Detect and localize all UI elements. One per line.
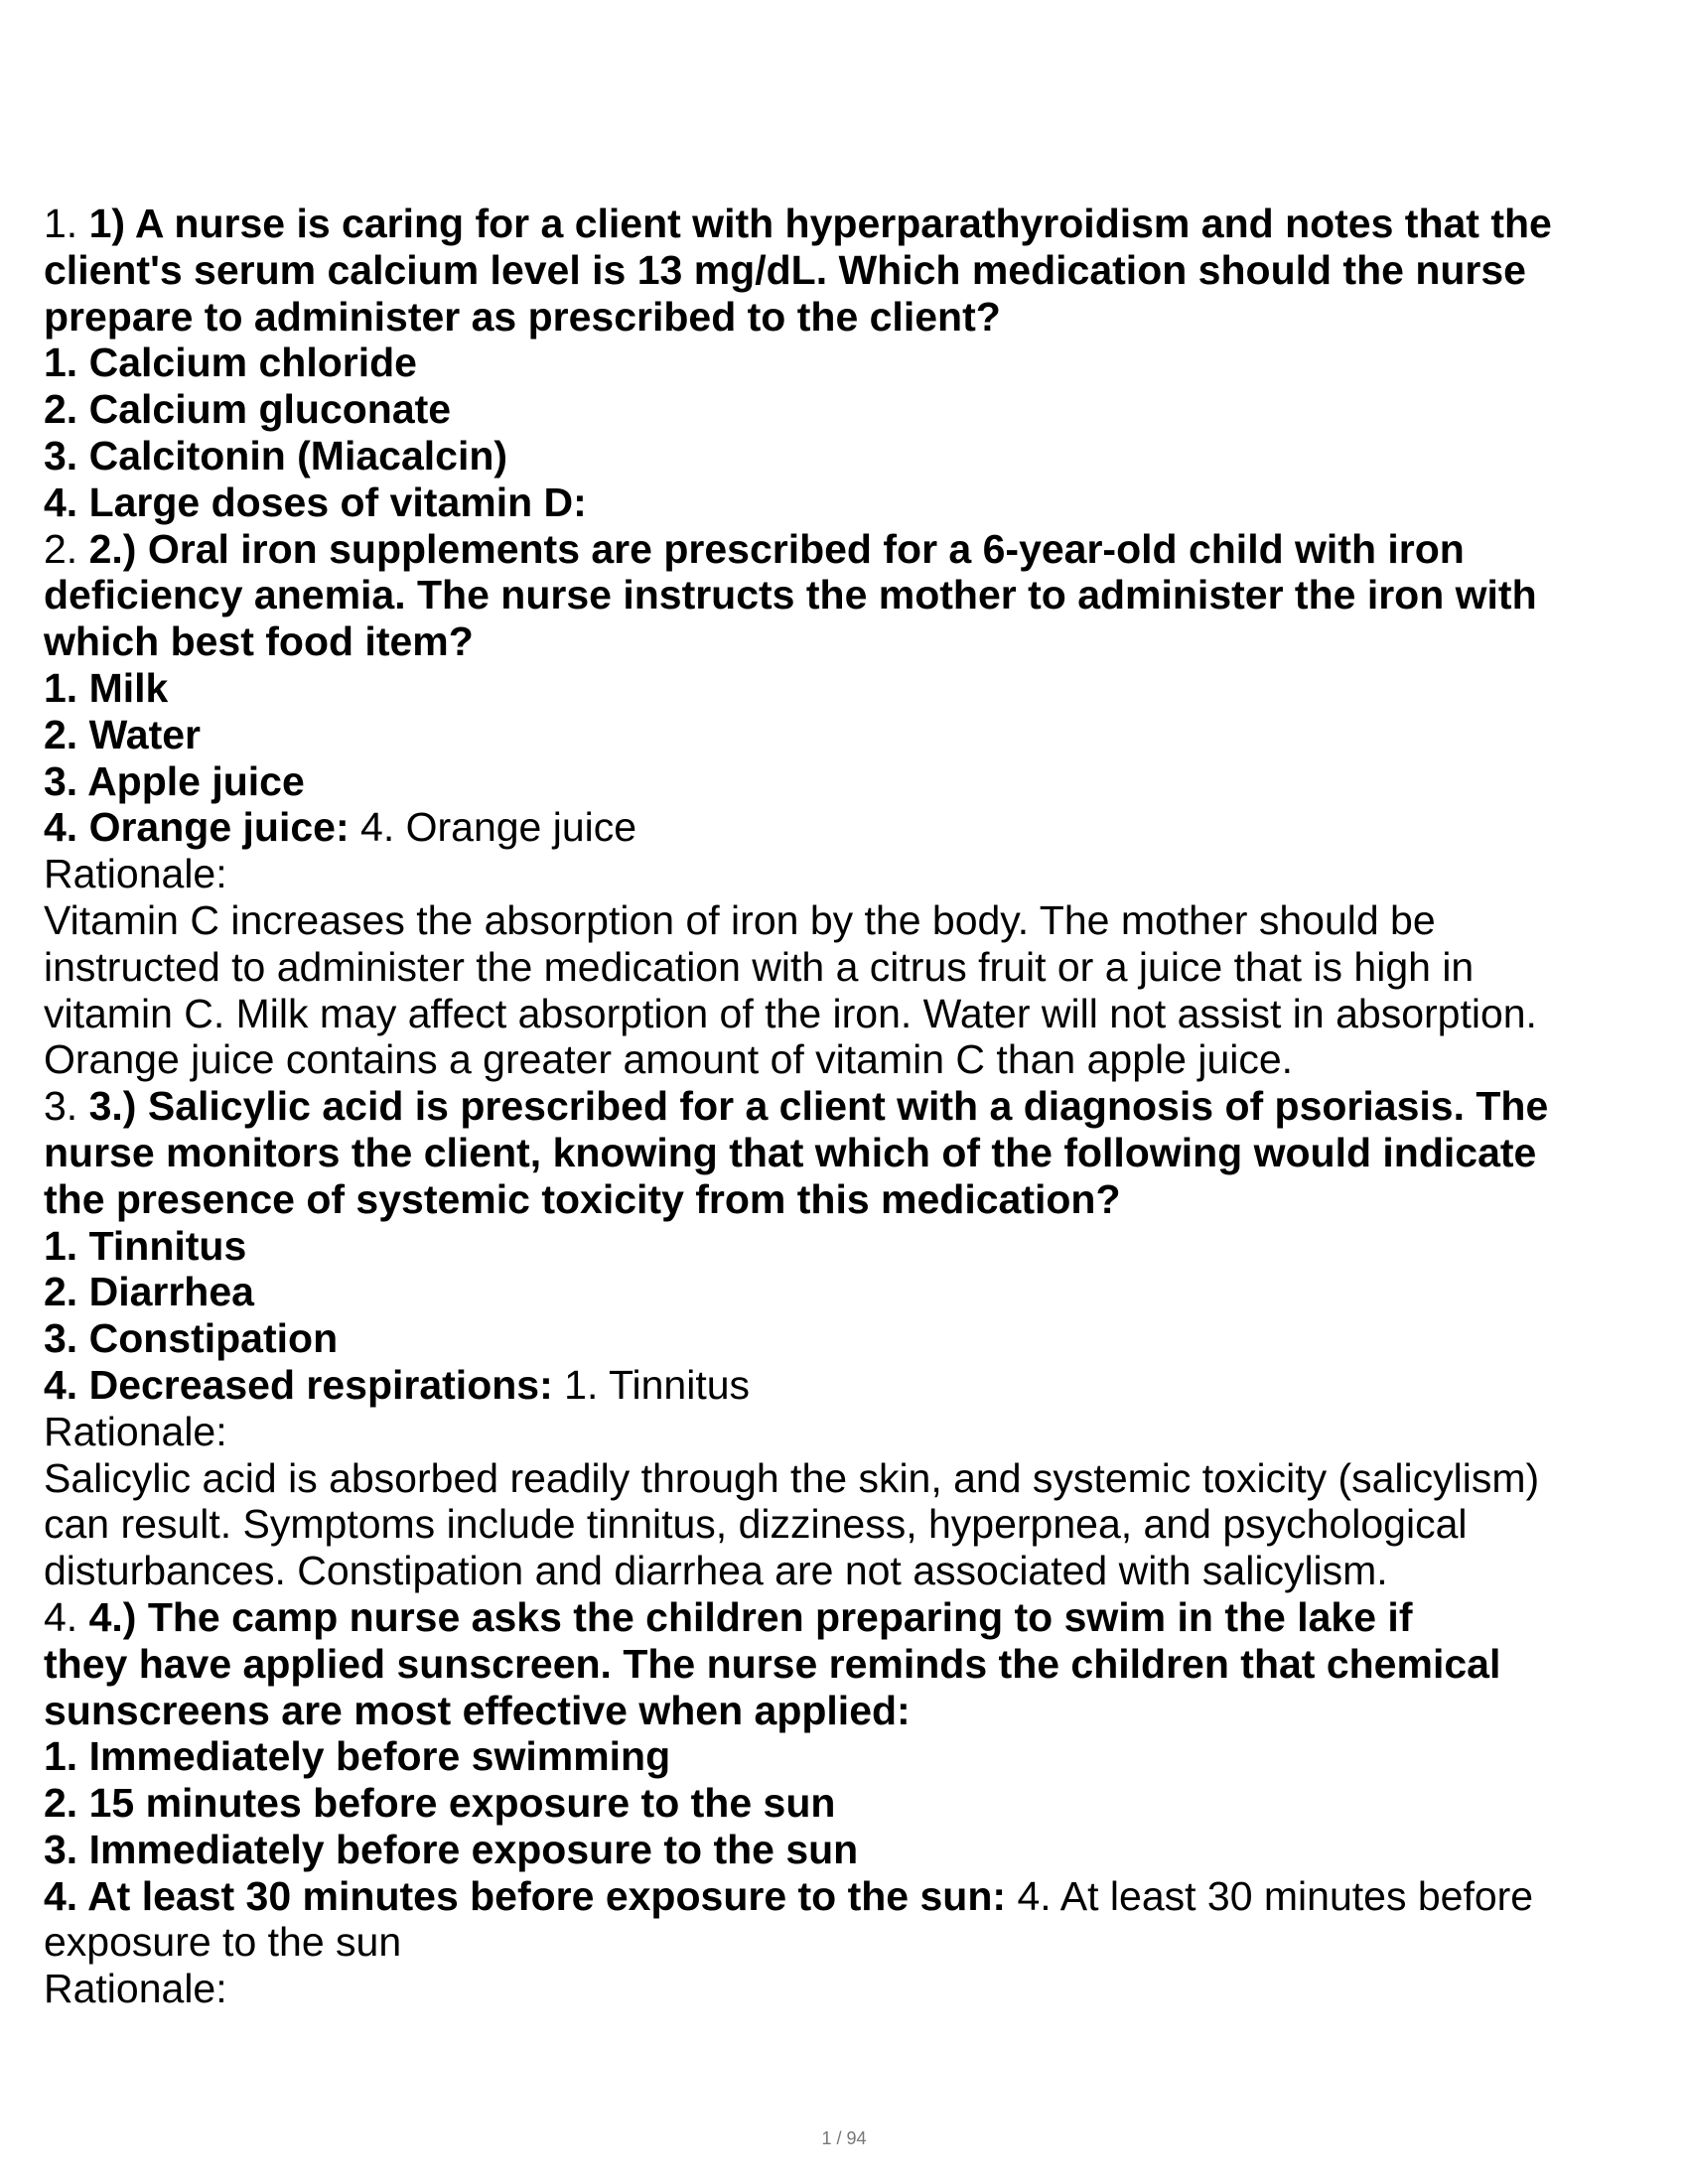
answer-option-with-answer: 4. At least 30 minutes before exposure to the sun: 4. At least 30 minutes before bbox=[44, 1872, 1534, 1919]
correct-answer: 1. Tinnitus bbox=[564, 1361, 751, 1408]
answer-option: 2. Diarrhea bbox=[44, 1269, 254, 1315]
question-3 bbox=[44, 1083, 1652, 1594]
answer-option: 2. 15 minutes before exposure to the sun bbox=[44, 1780, 836, 1827]
page-number: 1 / 94 bbox=[821, 2128, 867, 2148]
question-stem-line: 3. 3.) Salicylic acid is prescribed for a client with a diagnosis of psoriasis. The bbox=[44, 1083, 1549, 1130]
question-stem-line: prepare to administer as prescribed to the client? bbox=[44, 293, 1001, 340]
answer-option: 3. Constipation bbox=[44, 1315, 339, 1362]
rationale-text: disturbances. Constipation and diarrhea are not associated with salicylism. bbox=[44, 1548, 1388, 1594]
correct-answer: 4. Orange juice bbox=[360, 804, 637, 851]
question-stem-line: 2. 2.) Oral iron supplements are prescribed for a 6-year-old child with iron bbox=[44, 525, 1465, 572]
rationale-text: instructed to administer the medication with a citrus fruit or a juice that is high in bbox=[44, 943, 1475, 990]
question-number: 2. bbox=[44, 525, 78, 572]
rationale-text: Orange juice contains a greater amount of vitamin C than apple juice. bbox=[44, 1036, 1294, 1083]
question-4 bbox=[44, 1594, 1652, 2012]
question-number: 4. bbox=[44, 1593, 78, 1640]
question-stem-line: they have applied sunscreen. The nurse reminds the children that chemical bbox=[44, 1640, 1501, 1687]
rationale-text: can result. Symptoms include tinnitus, dizziness, hyperpnea, and psychological bbox=[44, 1501, 1468, 1548]
answer-option: 3. Immediately before exposure to the sun bbox=[44, 1826, 859, 1872]
question-1 bbox=[44, 201, 1652, 526]
question-stem-line: the presence of systemic toxicity from this medication? bbox=[44, 1175, 1121, 1222]
question-2 bbox=[44, 526, 1652, 1084]
question-number: 1. bbox=[44, 201, 78, 246]
rationale-text: vitamin C. Milk may affect absorption of the iron. Water will not assist in absorption. bbox=[44, 990, 1537, 1036]
question-stem-line: client's serum calcium level is 13 mg/dL. Which medication should the nurse bbox=[44, 246, 1526, 293]
answer-option: 2. Calcium gluconate bbox=[44, 386, 452, 433]
answer-option-with-answer: 4. Orange juice: 4. Orange juice bbox=[44, 804, 637, 851]
correct-answer-continued: exposure to the sun bbox=[44, 1919, 402, 1966]
answer-option: 1. Immediately before swimming bbox=[44, 1733, 671, 1780]
rationale-label: Rationale: bbox=[44, 1966, 227, 2012]
correct-answer: 4. At least 30 minutes before bbox=[1017, 1872, 1534, 1919]
answer-option: 1. Milk bbox=[44, 664, 169, 711]
answer-option: 1. Tinnitus bbox=[44, 1222, 247, 1269]
question-stem-line: 4. 4.) The camp nurse asks the children preparing to swim in the lake if bbox=[44, 1593, 1413, 1640]
question-stem-line: nurse monitors the client, knowing that which of the following would indicate bbox=[44, 1129, 1537, 1175]
answer-option-with-answer: 4. Decreased respirations: 1. Tinnitus bbox=[44, 1361, 751, 1408]
rationale-label: Rationale: bbox=[44, 851, 227, 897]
question-number: 3. bbox=[44, 1083, 78, 1130]
question-stem-line: 1. 1) A nurse is caring for a client with hyperparathyroidism and notes that the bbox=[44, 201, 1552, 246]
answer-option: 3. Apple juice bbox=[44, 757, 305, 804]
rationale-label: Rationale: bbox=[44, 1408, 227, 1454]
answer-option: 1. Calcium chloride bbox=[44, 340, 417, 386]
answer-option: 3. Calcitonin (Miacalcin) bbox=[44, 432, 508, 478]
answer-option: 4. Large doses of vitamin D: bbox=[44, 478, 587, 525]
question-stem-line: sunscreens are most effective when applied: bbox=[44, 1687, 911, 1733]
answer-option: 2. Water bbox=[44, 711, 201, 757]
question-stem-line: which best food item? bbox=[44, 618, 474, 665]
document-body bbox=[44, 201, 1652, 2012]
question-stem-line: deficiency anemia. The nurse instructs the mother to administer the iron with bbox=[44, 572, 1537, 618]
rationale-text: Salicylic acid is absorbed readily through the skin, and systemic toxicity (salicylism) bbox=[44, 1454, 1540, 1501]
rationale-text: Vitamin C increases the absorption of iron by the body. The mother should be bbox=[44, 896, 1436, 943]
